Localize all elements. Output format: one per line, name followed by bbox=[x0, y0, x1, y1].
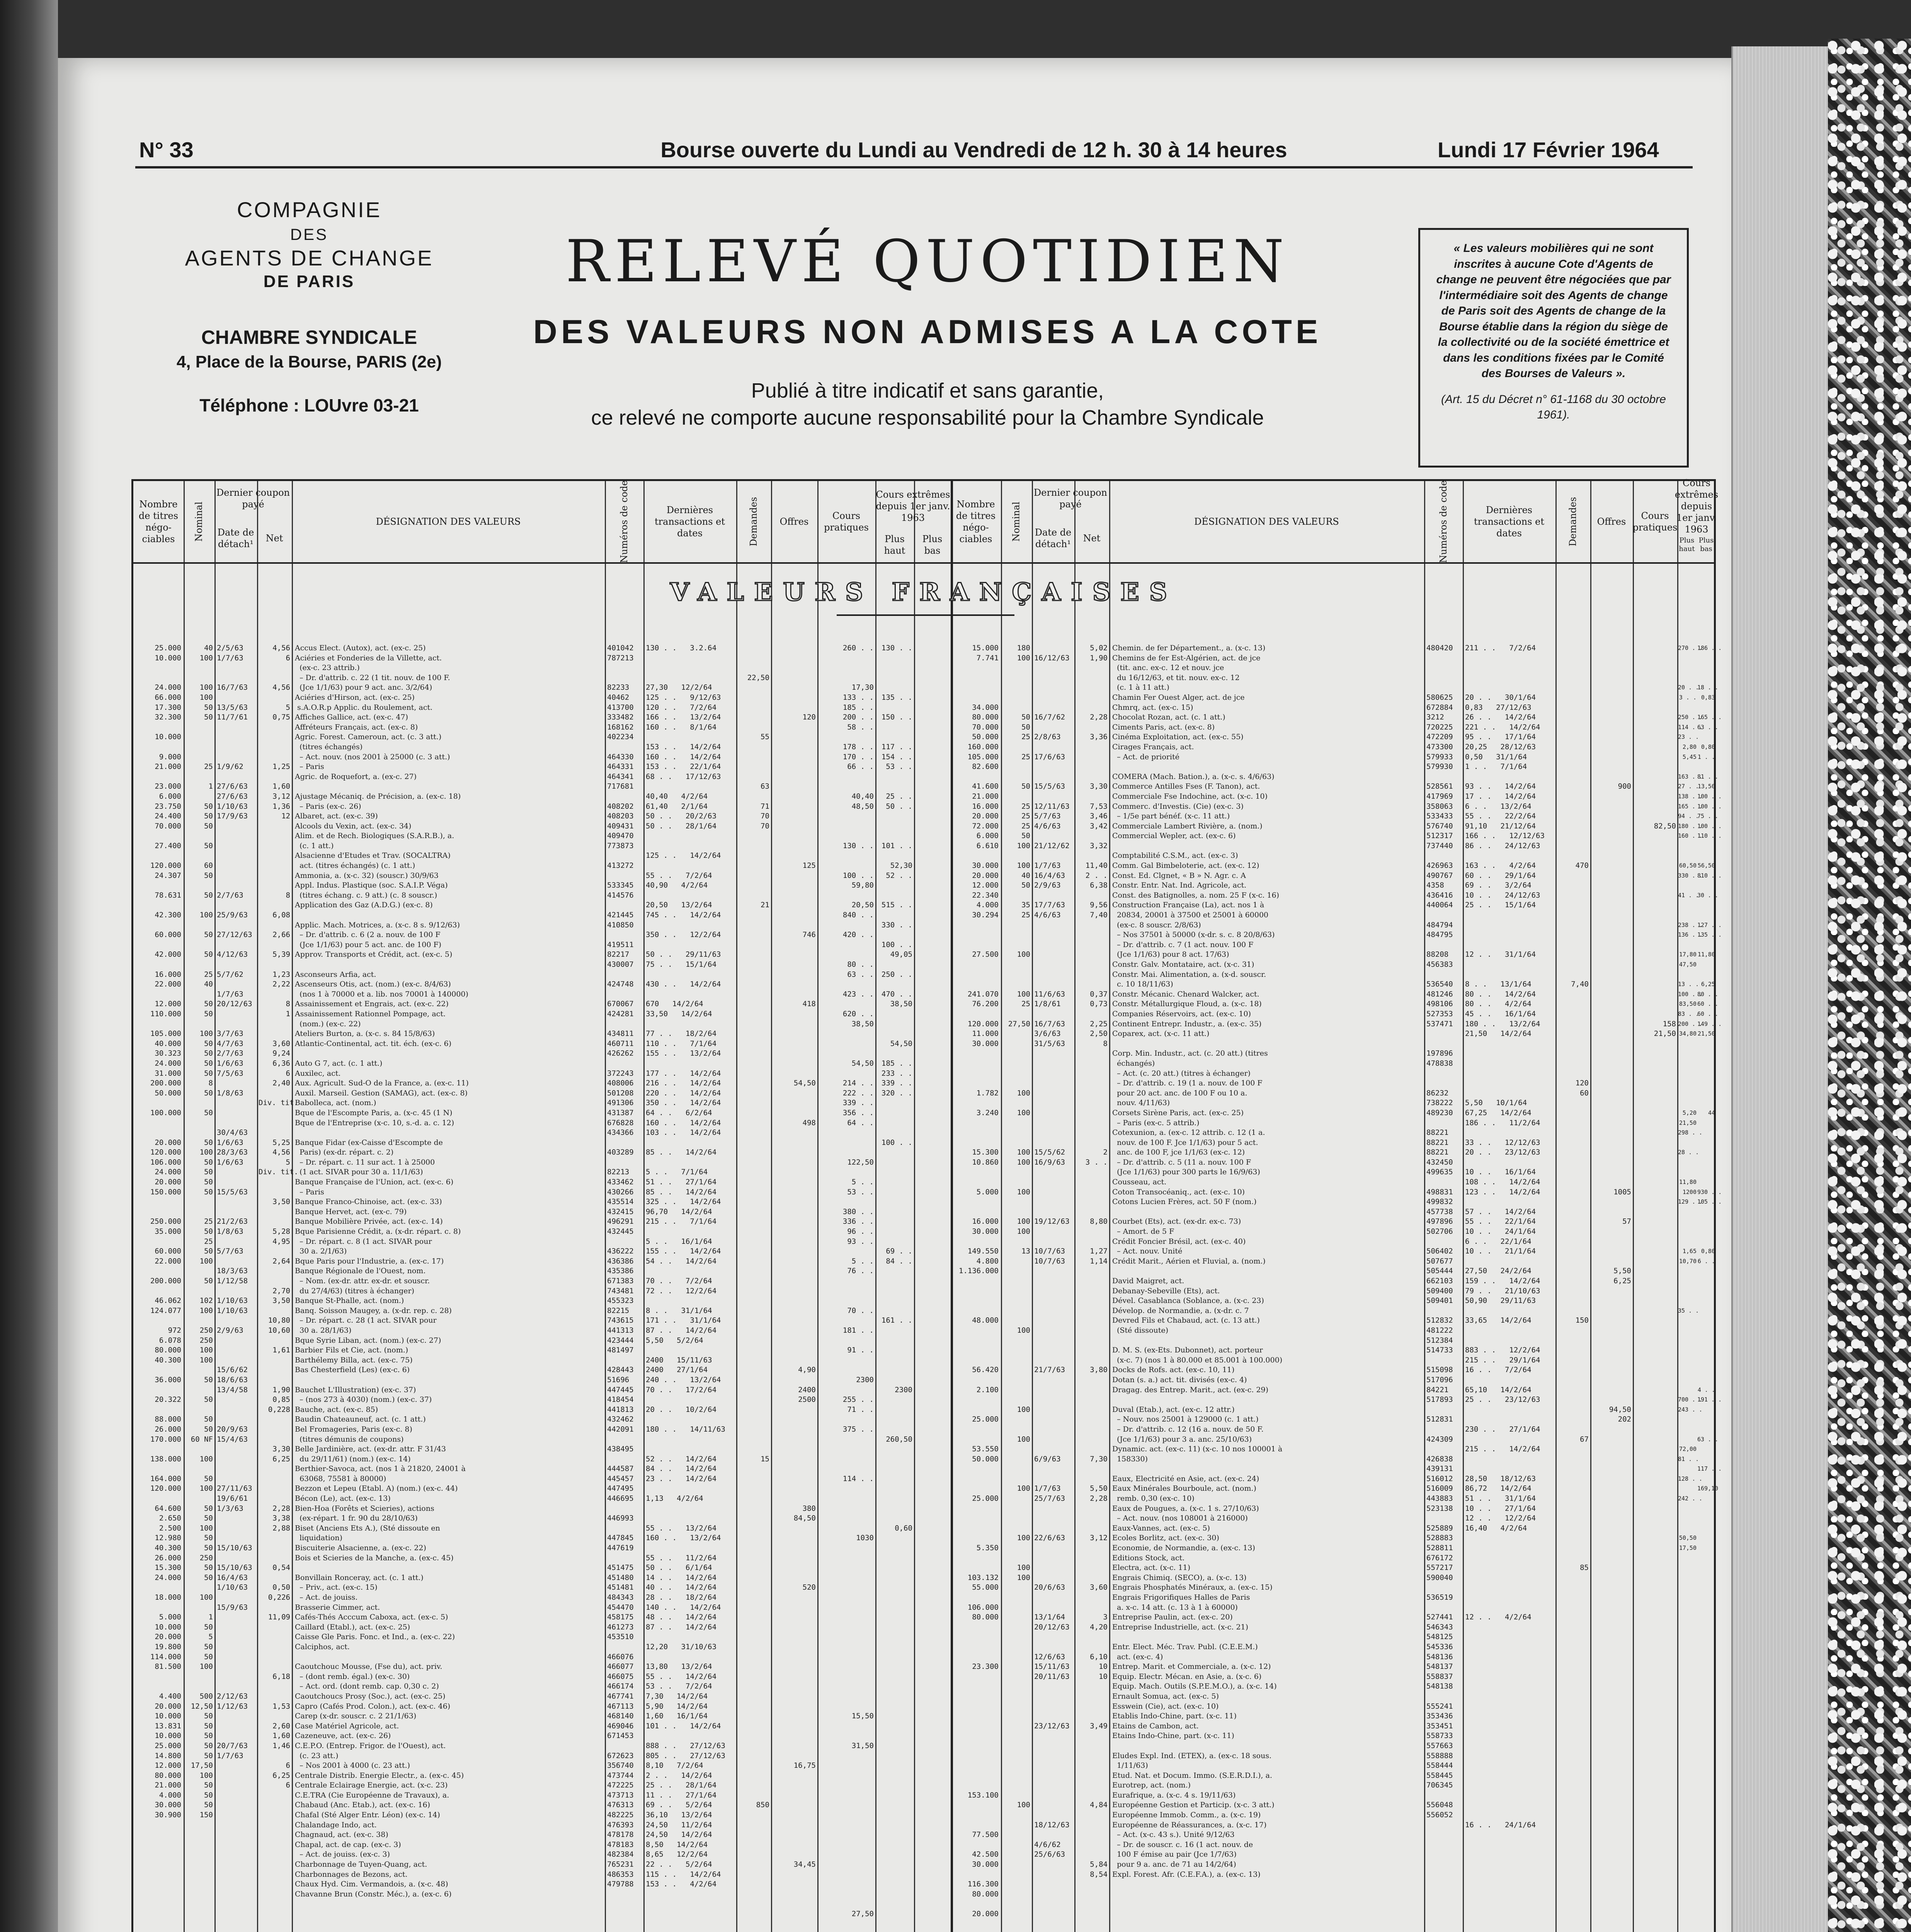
column-header-rule bbox=[133, 562, 1714, 564]
col-head-plus-haut: Plus haut bbox=[884, 534, 905, 556]
left-col-date: 2/5/63 1/7/63 16/7/63 13/5/63 11/7/61 1/9/62 27/6/63 27/6/63 1/10/63 17/9/63 2/7/63 25/9/63 27/12/63 4/12/63 5/7/62 1/7/63 20/12/63 3/7/63 4/7/63 2/7/63 1/6/63 7/5/63 1/8/63 30/4/63 1/6/63 28/3/63 1/6/63 15/5/63 21/2/63 1/8/63 5/7/63 18/3/63 1/12/58 1/10/63 1/10/63 2/9/63 15/6/62 18/6/63 13/4/58 20/9/63 15/4/63 27/11/63 19/6/61 1/3/63 15/10/63 15/10/63 16/4/63 1/10/63 15/9/63 2/12/63 1/12/63 20/7/63 1/7/63 bbox=[217, 644, 252, 1760]
col-divider bbox=[1463, 481, 1464, 1932]
col-head-dernier-coupon-right: Dernier coupon payé bbox=[1034, 487, 1107, 510]
right-col-designation: Chemin. de fer Département., a. (x-c. 13) Chemins de fer Est-Algérien, act. de jce (tit. anc. ex-c. 12 et nouv. jce du 16/12/63, et tit. nouv. ex-c. 12 (c. 1 à 11 att.) Chamin Fer Ouest Alger, act. de jce Chmrq, act. (ex-c. 15) Chocolat Rozan, act. (c. 1 att.) Ciments Paris, act. (ex-c. 8) Cinéma Exploitation, act. (ex-c. 55) Cirages Français, act. – Act. de priorité COMERA (Mach. Bation.), a. (x-c. s. 4/6/63) Commerce Antilles Fses (F. Tanon), act. Commerciale Fse Indochine, act. (x-c. 10) Commerc. d'Investis. (Cie) (ex-c. 3) – 1/5e part bénéf. (x-c. 11 att.) Commerciale Lambert Rivière, a. (nom.) Commercial Wepler, act. (ex-c. 6) Comptabilité C.S.M., act. (ex-c. 3) Comm. Gal Bimbeloterie, act. (ex-c. 12) Const. Ed. Clgnet, « B » N. Agr. c. A Constr. Entr. Nat. Ind. Agricole, act. Const. des Batignolles, a. nom. 25 F (x-c. 16) Construction Française (La), act. nos 1 à 20834, 20001 à 37500 et 25001 à 60000 (ex-c. 8 souscr. 2/8/63) – Nos 37501 à 50000 (x-dr. s. c. 8 20/8/63) – Dr. d'attrib. c. 7 (1 act. nouv. 100 F (Jce 1/1/63) pour 8 act. 17/63) Constr. Galv. Montataire, act. (x-c. 31) Constr. Mai. Alimentation, a. (x-d. souscr. c. 10 18/11/63) Constr. Mécanic. Chenard Walcker, act. Constr. Métallurgique Floud, a. (x-c. 18) Companies Réservoirs, act. (ex-c. 10) Continent Entrepr. Industr., a. (ex-c. 35) Coparex, act. (x-c. 11 att.) Corp. Min. Industr., act. (c. 20 att.) (titres échangés) – Act. (c. 20 att.) (titres à échanger) – Dr. d'attrib. c. 19 (1 a. nouv. de 100 F pour 20 act. anc. de 100 F ou 10 a. nouv. 4/11/63) Corsets Sirène Paris, act. (ex-c. 25) – Paris (ex-c. 5 attrib.) Cotexunion, a. (ex-c. 12 attrib. c. 12 (1 a. nouv. de 100 F. Jce 1/1/63) pour 5 act. anc. de 100 F, jce 1/1/63 (ex-c. 12) – Dr. d'attrib. c. 5 (11 a. nouv. 100 F (Jce 1/1/63) pour 300 parts le 16/9/63) Cousseau, act. Coton Transocéaniq., act. (ex-c. 10) Cotons Lucien Frères, act. 50 F (nom.) Courbet (Ets), act. (ex-dr. ex-c. 73) – Amort. de 5 F Crédit Foncier Brésil, act. (ex-c. 40) – Act. nouv. Unité Crédit Marit., Aérien et Fluvial, a. (nom.) David Maigret, act. Debanay-Sebeville (Ets), act. Dével. Casablanca (Soblance, a. (x-c. 23) Dévelop. de Normandie, a. (x-dr. c. 7 Devred Fils et Chabaud, act. (c. 13 att.) (Sté dissoute) D. M. S. (ex-Ets. Dubonnet), act. porteur (x-c. 7) (nos 1 à 80.000 et 85.001 à 100.000) Docks de Rofs. act. (ex-c. 10, 11) Dotan (s. a.) act. tit. divisés (ex-c. 4) Dragag. des Entrep. Marit., act. (ex-c. 29) Duval (Etab.), act. (ex-c. 12 attr.) – Nouv. nos 25001 à 129000 (c. 1 att.) – Dr. d'attrib. c. 12 (16 a. nouv. de 50 F. (Jce 1/1/63) pour 3 a. anc. 25/10/63) Dynamic. act. (ex-c. 11) (x-c. 10 nos 100001 à 158330) Eaux, Electricité en Asie, act. (ex-c. 24) Eaux Minérales Bourboule, act. (nom.) remb. 0,30 (ex-c. 10) Eaux de Pougues, a. (x-c. 1 s. 27/10/63) – Act. nouv. (nos 108001 à 216000) Eaux-Vannes, act. (ex-c. 5) Ecoles Borlitz, act. (ex-c. 30) Economie, de Normandie, a. (ex-c. 13) Editions Stock, act. Electra, act. (x-c. 11) Engrais Chimiq. (SECO), a. (x-c. 13) Engrais Phosphatés Minéraux, a. (ex-c. 15) Engrais Frigorifiques Halles de Paris a. x-c. 14 att. (c. 13 à 1 à 60000) Entreprise Paulin, act. (ex-c. 20) Entreprise Industrielle, act. (x-c. 21) Entr. Elect. Méc. Trav. Publ. (C.E.E.M.) act. (ex-c. 4) Entrep. Marit. et Commerciale, a. (x-c. 12) Equip. Electr. Mécan. en Asie, a. (x-c. 6) Equip. Mach. Outils (S.P.E.M.O.), a. (x-c. 14) Ernault Somua, act. (ex-c. 5) Esswein (Cie), act. (ex-c. 10) Etablis Indo-Chine, part. (x-c. 11) Etains de Cambon, act. Etains Indo-Chine, part. (x-c. 11) Eludes Expl. Ind. (ETEX), a. (ex-c. 18 sous. 1/11/63) Etud. Nat. et Docum. Immo. (S.E.R.D.I.), a. Eurotrep, act. (nom.) Eurafrique, a. (x-c. 4 s. 19/11/63) Européenne Gestion et Particip. (x-c. 3 att.) Européenne Immob. Comm., a. (x-c. 19) Européenne de Réassurances, a. (x-c. 17) – Act. (x-c. 43 s.). Unité 9/12/63 – Dr. de souscr. c. 16 (1 act. nouv. de 100 F émise au pair (Jce 1/7/63) pour 9 a. anc. de 71 au 14/2/64) Expl. Forest. Afr. (C.E.F.A.), a. (ex-c. 13) bbox=[1112, 644, 1283, 1879]
right-col-transactions: 211 . . 7/2/64 20 . . 30/1/64 0,83 27/12/63 26 . . 14/2/64 221 . . 14/2/64 95 . . 17/1/64 20,25 28/12/63 0,50 31/1/64 1 . . 7/1/64 93 . . 14/2/64 17 . . 14/2/64 6 . . 13/2/64 55 . . 22/2/64 91,10 21/12/64 166 . . 12/12/63 86 . . 24/12/63 163 . . 4/2/64 60 . . 29/1/64 69 . . 3/2/64 10 . . 24/12/63 25 . . 15/1/64 12 . . 31/1/64 8 . . 13/1/64 80 . . 14/2/64 80 . . 4/2/64 45 . . 16/1/64 180 . . 13/2/64 21,50 14/2/64 5,50 10/1/64 67,25 14/2/64 186 . . 11/2/64 33 . . 12/12/63 20 . . 23/12/63 10 . . 16/1/64 108 . . 14/2/64 123 . . 14/2/64 57 . . 14/2/64 55 . . 22/1/64 10 . . 24/1/64 6 . . 22/1/64 10 . . 21/1/64 27,50 24/2/64 159 . . 14/2/64 79 . . 21/10/63 50,90 29/11/63 33,65 14/2/64 883 . . 12/2/64 215 . . 29/1/64 16 . . 7/2/64 65,10 14/2/64 25 . . 23/12/63 230 . . 27/1/64 215 . . 14/2/64 28,50 18/12/63 86,72 14/2/64 51 . . 31/1/64 10 . . 27/1/64 12 . . 12/2/64 16,40 4/2/64 12 . . 4/2/64 16 . . 24/1/64 bbox=[1465, 644, 1545, 1829]
col-divider bbox=[1590, 481, 1591, 1932]
issue-date: Lundi 17 Février 1964 bbox=[1438, 138, 1659, 162]
left-col-offres: 120 125 746 418 54,50 498 4,90 2400 2500 380 84,50 520 16,75 34,45 bbox=[793, 713, 816, 1869]
col-divider bbox=[771, 481, 772, 1932]
section-title-rule bbox=[837, 614, 1014, 616]
notice-line-2: ce relevé ne comporte aucune responsabilité pour la Chambre Syndicale bbox=[591, 406, 1264, 429]
left-col-cours: 260 . . 17,30 133 . . 185 . . 200 . . 58 . . 178 . . 170 . . 66 . . 40,40 48,50 130 . . 100 . . 59,80 20,50 840 . . 420 . . 80 . . 63 . . 423 . . 620 . . 38,50 54,50 214 . . 222 . . 339 . . 356 . . 64 . . 122,50 5 . . 53 . . 380 . . 336 . . 96 . . 93 . . 5 . . 76 . . 70 . . 181 . . 91 . . 2300 255 . . 71 . . 375 . . 114 . . 1030 15,50 31,50 27,50 bbox=[842, 644, 874, 1918]
col-divider bbox=[257, 481, 258, 1932]
right-col-cours: 82,50 158 21,50 bbox=[1654, 821, 1676, 1038]
col-divider bbox=[1424, 481, 1425, 1932]
company-line-3: AGENTS DE CHANGE bbox=[185, 246, 434, 270]
col-head-extremes-right: Cours extrêmes depuis 1er janv. 1963 bbox=[1674, 478, 1719, 535]
col-divider bbox=[1633, 481, 1634, 1932]
col-divider bbox=[643, 481, 645, 1932]
right-col-date: 16/12/63 16/7/62 2/8/63 17/6/63 15/5/63 12/11/63 5/7/63 4/6/63 21/12/62 1/7/63 16/4/63 2/9/63 17/7/63 4/6/63 11/6/63 1/8/61 16/7/63 3/6/63 31/5/63 15/5/62 16/9/63 19/12/63 10/7/63 10/7/63 21/7/63 6/9/63 1/7/63 25/7/63 22/6/63 20/6/63 13/1/64 20/12/63 12/6/63 15/11/63 20/11/63 23/12/63 18/12/63 4/6/62 25/6/63 bbox=[1034, 653, 1070, 1859]
col-head-net-right: Net bbox=[1083, 532, 1101, 544]
col-head-offres-right: Offres bbox=[1597, 516, 1626, 527]
col-head-demandes-right: Demandes bbox=[1567, 497, 1579, 546]
col-head-code: Numéros de code bbox=[619, 480, 630, 563]
col-divider bbox=[1109, 481, 1110, 1932]
legal-notice-reference: (Art. 15 du Décret n° 61-1168 du 30 octobre 1961). bbox=[1441, 393, 1666, 421]
col-divider bbox=[817, 481, 819, 1932]
page-edges bbox=[1731, 46, 1829, 1932]
right-col-nominal: 180 100 50 50 25 25 50 25 25 25 50 100 100 40 50 35 25 100 100 25 27,50 100 100 100 100 100 100 100 13 100 100 100 100 100 100 100 100 bbox=[1008, 644, 1030, 1810]
right-col-demandes: 470 7,40 120 60 150 67 85 bbox=[1571, 861, 1589, 1572]
col-head-dernier-coupon: Dernier coupon payé bbox=[216, 487, 290, 510]
book-spine bbox=[0, 0, 58, 1932]
left-col-plus-haut: 130 . . 135 . . 150 . . 117 . . 154 . . 53 . . 25 . . 50 . . 101 . . 52,30 52 . . 515 . . 330 . . 100 . . 49,05 250 . . 470 . . 38,50 54,50 185 . . 233 . . 339 . . 320 . . 100 . . 69 . . 84 . . 161 . . 2300 260,50 0,60 bbox=[881, 644, 912, 1532]
company-block bbox=[158, 197, 460, 416]
col-head-plus-haut-right: Plus haut bbox=[1679, 536, 1695, 553]
syndicate-name: CHAMBRE SYNDICALE bbox=[201, 327, 417, 348]
company-line-2: DES bbox=[290, 225, 328, 243]
col-divider bbox=[184, 481, 185, 1932]
col-head-cours: Cours pratiques bbox=[824, 510, 869, 533]
phone: Téléphone : LOUvre 03-21 bbox=[199, 395, 419, 415]
col-head-demandes: Demandes bbox=[748, 497, 759, 546]
col-head-cours-right: Cours pratiques bbox=[1632, 510, 1678, 533]
col-head-designation-right: DÉSIGNATION DES VALEURS bbox=[1194, 516, 1339, 527]
right-col-plus-haut: 270 . . 20 . . 3 . . 250 . . 114 . . 23 . . 2,80 5,45 163 . . 27 . . 138 . . 165 . . 94 . . 180 . . 160 . . 60,50 330 . . 41 . . 238 . . 136 . . 17,80 47,50 13 . . 100 . . 83,50 83 . . 200 . . 34,80 5,20 21,50 298 . . 28 . . 11,80 1200 129 . . 1,65 10,70 35 . . 700 . . 243 . . 72,00 81 . . 128 . . 242 . . 50,50 17,50 bbox=[1678, 645, 1703, 1552]
col-divider bbox=[214, 481, 216, 1932]
left-col-designation: Accus Elect. (Autox), act. (ex-c. 25) Aciéries et Fonderies de la Villette, act. (ex-c. 23 attrib.) – Dr. d'attrib. c. 22 (1 tit. nouv. de 100 F. (Jce 1/1/63) pour 9 act. anc. 3/2/64) Aciéries d'Hirson, act. (ex-c. 25) s.A.O.R.p Applic. du Roulement, act. Affiches Gallice, act. (ex-c. 47) Affréteurs Français, act. (ex-c. 8) Agric. Forest. Cameroun, act. (c. 3 att.) (titres échangés) – Act. nouv. (nos 2001 à 25000 (c. 3 att.) – Paris Agric. de Roquefort, a. (ex-c. 27) Ajustage Mécaniq. de Précision, a. (ex-c. 18) – Paris (ex-c. 26) Albaret, act. (ex-c. 39) Alcools du Vexin, act. (ex-c. 34) Alim. et de Rech. Biologiques (S.A.R.B.), a. (c. 1 att.) Alsacienne d'Etudes et Trav. (SOCALTRA) act. (titres échangés) (c. 1 att.) Ammonia, a. (x-c. 32) (souscr.) 30/9/63 Appl. Indus. Plastique (soc. S.A.I.P. Véga) (titres échang. c. 9 att.) (c. 8 souscr.) Application des Gaz (A.D.G.) (ex-c. 8) Applic. Mach. Motrices, a. (x-c. 8 s. 9/12/63) – Dr. d'attrib. c. 6 (2 a. nouv. de 100 F (Jce 1/1/63) pour 5 act. anc. de 100 F) Approv. Transports et Crédit, act. (ex-c. 5) Asconseurs Arfia, act. Ascenseurs Otis, act. (nom.) (ex-c. 8/4/63) (nos 1 à 70000 et a. lib. nos 70001 à 140000) Assainissement et Engrais, act. (ex-c. 22) Assainissement Rationnel Pompage, act. (nom.) (ex-c. 22) Ateliers Burton, a. (x-c. s. 84 15/8/63) Atlantic-Continental, act. tit. éch. (ex-c. 6) Auto G 7, act. (c. 1 att.) Auxilec, act. Aux. Agricult. Sud-O de la France, a. (ex-c. 11) Auxil. Marseil. Gestion (SAMAG), act. (ex-c. 8) Babolleca, act. (nom.) Bque de l'Escompte Paris, a. (x-c. 45 (1 N) Bque de l'Entreprise (x-c. 10, s.-d. a. c. 12) Banque Fidar (ex-Caisse d'Escompte de Paris) (ex-dr. répart. c. 2) – Dr. répart. c. 11 sur act. 1 à 25000 (1 act. SIVAR pour 30 a. 11/1/63) Banque Française de l'Union, act. (ex-c. 6) – Paris Banque Franco-Chinoise, act. (ex-c. 33) Banque Hervet, act. (ex-c. 79) Banque Mobilière Privée, act. (ex-c. 14) Bque Parisienne Crédit, a. (x-dr. répart. c. 8) – Dr. répart. c. 8 (1 act. SIVAR pour 30 a. 2/1/63) Bque Paris pour l'Industrie, a. (ex-c. 17) Banque Régionale de l'Ouest, nom. – Nom. (ex-dr. attr. ex-dr. et souscr. du 27/4/63) (titres à échanger) Banque St-Phalle, act. (nom.) Banq. Soisson Maugey, a. (x-dr. rep. c. 28) – Dr. répart. c. 28 (1 act. SIVAR pour 30 a. 28/1/63) Bque Syrie Liban, act. (nom.) (ex-c. 27) Barbier Fils et Cie, act. (nom.) Barthélemy Billa, act. (ex-c. 75) Bas Chesterfield (Les) (ex-c. 6) Bauchet L'Illustration) (ex-c. 37) – (nos 273 à 4030) (nom.) (ex-c. 37) Bauche, act. (ex-c. 85) Baudin Chateauneuf, act. (c. 1 att.) Bel Fromageries, Paris (ex-c. 8) (titres démunis de coupons) Belle Jardinière, act. (ex-dr. attr. F 31/43 du 29/11/61) (nom.) (ex-c. 14) Berthier-Savoca, act. (nos 1 à 21820, 24001 à 63068, 75581 à 80000) Bezzon et Lepeu (Etabl. A) (nom.) (ex-c. 44) Bécon (Le), act. (ex-c. 13) Bien-Hoa (Forêts et Scieries), actions (ex-répart. 1 fr. 90 du 28/10/63) Biset (Anciens Ets A.), (Sté dissoute en liquidation) Biscuiterie Alsacienne, a. (ex-c. 22) Bois et Scieries de la Manche, a. (ex-c. 45) Bonvillain Ronceray, act. (c. 1 att.) – Priv., act. (ex-c. 15) – Act. de jouiss. Brasserie Cimmer, act. Cafés-Thés Acccum Caboxa, act. (ex-c. 5) Caillard (Etabl.), act. (ex-c. 25) Caisse Gle Paris. Fonc. et Ind., a. (ex-c. 22) Calciphos, act. Caoutchouc Mousse, (Fse du), act. priv. – (dont remb. égal.) (ex-c. 30) – Act. ord. (dont remb. cap. 0,30 c. 2) Caoutchoucs Prosy (Soc.), act. (ex-c. 25) Capro (Cafés Prod. Colon.), act. (ex-c. 46) Carep (x-dr. souscr. c. 2 21/1/63) Case Matériel Agricole, act. Cazeneuve, act. (ex-c. 26) C.E.P.O. (Entrep. Frigor. de l'Ouest), act. (c. 23 att.) – Nos 2001 à 4000 (c. 23 att.) Centrale Distrib. Energie Electr., a. (ex-c. 45) Centrale Eclairage Energie, act. (x-c. 23) C.E.TRA (Cie Européenne de Travaux), a. Chabaud (Anc. Etab.), act. (ex-c. 16) Chafal (Sté Alger Entr. Léon) (ex-c. 14) Chalandage Indo, act. Chagnaud, act. (ex-c. 38) Chapal, act. de cap. (ex-c. 3) – Act. de jouiss. (ex-c. 3) Charbonnage de Tuyen-Quang, act. Charbonnages de Bezons, act. Chaux Hyd. Cim. Vermandois, a. (x-c. 48) Chavanne Brun (Constr. Méc.), a. (ex-c. 6) bbox=[295, 644, 469, 1898]
company-line-4: DE PARIS bbox=[263, 272, 355, 291]
right-col-offres: 900 1005 57 5,50 6,25 94,50 202 bbox=[1609, 782, 1631, 1424]
trading-hours: Bourse ouverte du Lundi au Vendredi de 12 h. 30 à 14 heures bbox=[660, 138, 1287, 162]
legal-notice-text: « Les valeurs mobilières qui ne sont inscrites à aucune Cote d'Agents de change ne peuvent être négociées que par l'intermédiaire soit des Agents de change de Paris soit des Agents de change de la Bourse établie dans la région du siège de la collectivité ou de la société émettrice et dans les conditions fixées par le Comité des Bourses de Valeurs ». bbox=[1436, 242, 1671, 380]
col-head-code-right: Numéros de code bbox=[1438, 480, 1449, 563]
legal-notice-box bbox=[1418, 228, 1689, 468]
col-divider bbox=[292, 481, 293, 1932]
subtitle: DES VALEURS NON ADMISES A LA COTE bbox=[533, 313, 1322, 350]
col-head-transactions-right: Dernières transactions et dates bbox=[1474, 505, 1544, 539]
notice-line-1: Publié à titre indicatif et sans garantie, bbox=[751, 379, 1104, 402]
col-divider bbox=[1074, 481, 1075, 1932]
left-col-code: 401042 787213 82233 40462 413700 333482 168162 402234 464330 464331 464341 717681 408202 408203 409431 409470 773873 413272 533345 414576 421445 410850 419511 82217 430007 424748 670067 424281 434811 460711 426262 372243 408006 501208 491306 431387 676828 434366 403289 82213 433462 430266 435514 432415 496291 432445 436222 436386 435386 671383 743481 455323 82215 743615 441313 423444 481497 428443 51696 447445 418454 441813 432462 442091 438495 444587 445457 447495 446695 446993 447845 447619 451475 451480 451481 484343 454470 458175 461273 453510 466076 466077 466075 466174 467741 467113 468140 469046 671453 672623 356740 473744 472225 473713 476313 482225 476393 478178 478183 482384 765231 486353 479788 bbox=[607, 644, 634, 1889]
marbled-book-edge bbox=[1828, 39, 1911, 1932]
col-head-transactions: Dernières transactions et dates bbox=[655, 505, 725, 539]
main-title: RELEVÉ QUOTIDIEN bbox=[565, 228, 1290, 295]
col-head-nominal-right: Nominal bbox=[1011, 502, 1022, 542]
left-col-net: 4,56 6 4,56 5 0,75 1,25 1,60 3,12 1,36 12 8 6,08 2,66 5,39 1,23 2,22 8 1 3,60 9,24 6,36 6 2,40 Div. tit. 5,25 4,56 5 Div. tit. 3,50 5,28 4,95 2,64 2,70 3,50 10,80 10,60 1,61 1,90 0,85 0,228 3,30 6,25 2,28 3,38 2,88 0,54 0,50 0,226 11,09 6,18 1,53 2,60 1,60 1,46 6 6,25 6 bbox=[259, 644, 298, 1790]
col-divider bbox=[736, 481, 737, 1932]
col-head-plus-bas: Plus bas bbox=[922, 534, 943, 556]
company-line-1: COMPAGNIE bbox=[237, 197, 382, 222]
col-head-date-right: Date de détach¹ bbox=[1035, 527, 1072, 549]
col-head-plus-bas-right: Plus bas bbox=[1698, 536, 1714, 553]
col-head-nombre-right: Nombre de titres négo-ciables bbox=[956, 499, 996, 544]
section-title: VALEURS FRANÇAISES bbox=[670, 578, 1178, 607]
col-divider bbox=[1032, 481, 1033, 1932]
col-divider bbox=[875, 481, 876, 1932]
left-col-nominal: 40 100 100 100 50 50 25 1 50 50 50 50 60 50 50 100 50 50 25 40 50 50 100 50 50 50 50 8 50 50 50 100 50 50 50 50 25 50 25 50 100 50 102 100 250 250 100 100 50 50 50 50 60 NF 100 50 100 50 50 100 50 50 250 50 50 100 1 50 5 50 50 100 500 12,50 50 50 50 50 50 17,50 100 50 50 50 150 bbox=[191, 644, 213, 1820]
col-head-extremes: Cours extrêmes depuis 1er janv. 1963 bbox=[876, 489, 950, 523]
col-divider bbox=[1001, 481, 1002, 1932]
right-col-plus-bas: 186 . . 18 . . 0,83 165 . . 63 . . 0,80 1 . . 81 . . 13,50 100 . . 100 . . 75 . . 100 . . 110 . . 56,50 810 . . 30 . . 127 . . 135 . . 11,80 6,25 80 . . 60 . . 60 . . 149 . . 21,50 44 930 . . 105 . . 0,80 6 . . 4 . . 191 . . 63 . . 117 . . 169,10 bbox=[1697, 645, 1722, 1492]
left-col-demandes: 22,50 55 63 71 70 70 21 15 850 bbox=[747, 673, 769, 1810]
header-rule bbox=[135, 166, 1693, 168]
right-col-net: 5,02 1,90 2,28 3,36 3,30 7,53 3,46 3,42 3,32 11,40 2 . . 6,38 9,56 7,40 0,37 0,73 2,25 2,50 8 2 3 . . 8,80 1,27 1,14 3,80 7,30 5,50 2,28 3,12 3,60 3 4,20 6,10 10 10 3,49 4,84 5,84 8,54 bbox=[1085, 644, 1108, 1879]
col-head-net: Net bbox=[265, 532, 283, 544]
col-head-date: Date de détach¹ bbox=[217, 527, 254, 549]
left-col-nombre: 25.000 10.000 24.000 66.000 17.300 32.300 10.000 9.000 21.000 23.000 6.000 23.750 24.400 70.000 27.400 120.000 24.307 78.631 42.300 60.000 42.000 16.000 22.000 12.000 110.000 105.000 40.000 30.323 24.000 31.000 200.000 50.000 100.000 20.000 120.000 106.000 24.000 20.000 150.000 250.000 35.000 60.000 22.000 200.000 46.062 124.077 972 6.078 80.000 40.300 36.000 20.322 88.000 26.000 170.000 138.000 164.000 120.000 64.600 2.650 2.500 12.980 40.300 26.000 15.300 24.000 18.000 5.000 10.000 20.000 19.800 114.000 81.500 4.400 20.000 10.000 13.831 10.000 25.000 14.800 12.000 80.000 21.000 4.000 30.000 30.900 bbox=[150, 644, 181, 1820]
col-head-nominal: Nominal bbox=[194, 502, 205, 542]
printed-page bbox=[58, 58, 1731, 1932]
quotes-table bbox=[131, 478, 1722, 1932]
col-head-designation: DÉSIGNATION DES VALEURS bbox=[376, 516, 521, 527]
left-col-transactions: 130 . . 3.2.64 27,30 12/2/64 125 . . 9/12/63 120 . . 7/2/64 166 . . 13/2/64 160 . . 8/1/64 153 . . 14/2/64 160 . . 14/2/64 153 . . 22/1/64 68 . . 17/12/63 40,40 4/2/64 61,40 2/1/64 50 . . 20/2/63 50 . . 28/1/64 125 . . 14/2/64 55 . . 7/2/64 40,90 4/2/64 20,50 13/2/64 745 . . 14/2/64 350 . . 12/2/64 50 . . 29/11/63 75 . . 15/1/64 430 . . 14/2/64 670 14/2/64 33,50 14/2/64 77 . . 18/2/64 110 . . 7/1/64 155 . . 13/2/64 177 . . 14/2/64 216 . . 14/2/64 220 . . 14/2/64 350 . . 14/2/64 64 . . 6/2/64 160 . . 14/2/64 103 . . 14/2/64 85 . . 14/2/64 5 . . 7/1/64 51 . . 27/1/64 85 . . 14/2/64 325 . . 14/2/64 96,70 14/2/64 215 . . 7/1/64 5 . . 16/1/64 155 . . 14/2/64 54 . . 14/2/64 70 . . 7/2/64 72 . . 12/2/64 8 . . 31/1/64 171 . . 31/1/64 87 . . 14/2/64 5,50 5/2/64 2400 15/11/63 2400 27/1/64 240 . . 13/2/64 70 . . 17/2/64 20 . . 10/2/64 180 . . 14/11/63 52 . . 14/2/64 84 . . 14/2/64 23 . . 14/2/64 1,13 4/2/64 55 . . 13/2/64 160 . . 13/2/64 55 . . 11/2/64 50 . . 6/1/64 14 . . 14/2/64 40 . . 14/2/64 28 . . 18/2/64 140 . . 14/2/64 48 . . 14/2/64 87 . . 14/2/64 12,20 31/10/63 13,80 13/2/64 55 . . 14/2/64 53 . . 7/2/64 7,30 14/2/64 5,90 14/2/64 1,60 16/1/64 101 . . 14/2/64 888 . . 27/12/63 805 . . 27/12/63 8,10 7/2/64 2 . . 14/2/64 25 . . 28/1/64 11 . . 27/1/64 69 . . 5/2/64 36,10 13/2/64 24,50 11/2/64 24,50 14/2/64 8,50 14/2/64 8,65 12/2/64 22 . . 5/2/64 115 . . 14/2/64 153 . . 4/2/64 bbox=[646, 644, 725, 1889]
col-divider bbox=[605, 481, 606, 1932]
page-number: N° 33 bbox=[139, 138, 194, 162]
col-head-nombre: Nombre de titres négo-ciables bbox=[138, 499, 179, 544]
col-divider bbox=[1555, 481, 1557, 1932]
right-col-code: 480420 580625 672884 3212 720225 472209 473300 579933 579930 528561 417969 358063 533433 576740 512317 737440 426963 490767 4358 436416 440064 484794 484795 88208 456383 536540 481246 498106 527353 537471 197896 478838 86232 738222 489230 88221 88221 88221 432450 499635 498831 499832 457738 497896 502706 506402 507677 505444 662103 509400 509401 512832 481222 512384 514733 515098 517096 84221 517893 512831 424309 426838 439131 516012 516009 443883 523138 525889 528883 528811 676172 557217 590040 536519 527441 546343 548125 545336 548136 548137 558837 548138 555241 353436 353451 558733 557663 558888 558444 558445 706345 556048 556052 bbox=[1426, 644, 1453, 1820]
right-col-nombre: 15.000 7.741 34.000 80.000 70.000 50.000 160.000 105.000 82.600 41.600 21.000 16.000 20.000 72.000 6.000 6.610 30.000 20.000 12.000 22.340 4.000 30.294 27.500 241.070 76.200 120.000 11.000 30.000 1.782 3.240 15.300 10.860 5.000 16.000 30.000 149.550 4.800 1.136.000 48.000 56.420 2.100 25.000 53.550 50.000 25.000 5.350 103.132 55.000 106.000 80.000 23.300 153.100 77.500 42.500 30.000 116.300 80.000 20.000 bbox=[959, 644, 999, 1918]
col-divider bbox=[914, 481, 915, 1932]
col-head-offres: Offres bbox=[779, 516, 809, 527]
address: 4, Place de la Bourse, PARIS (2e) bbox=[176, 352, 442, 371]
